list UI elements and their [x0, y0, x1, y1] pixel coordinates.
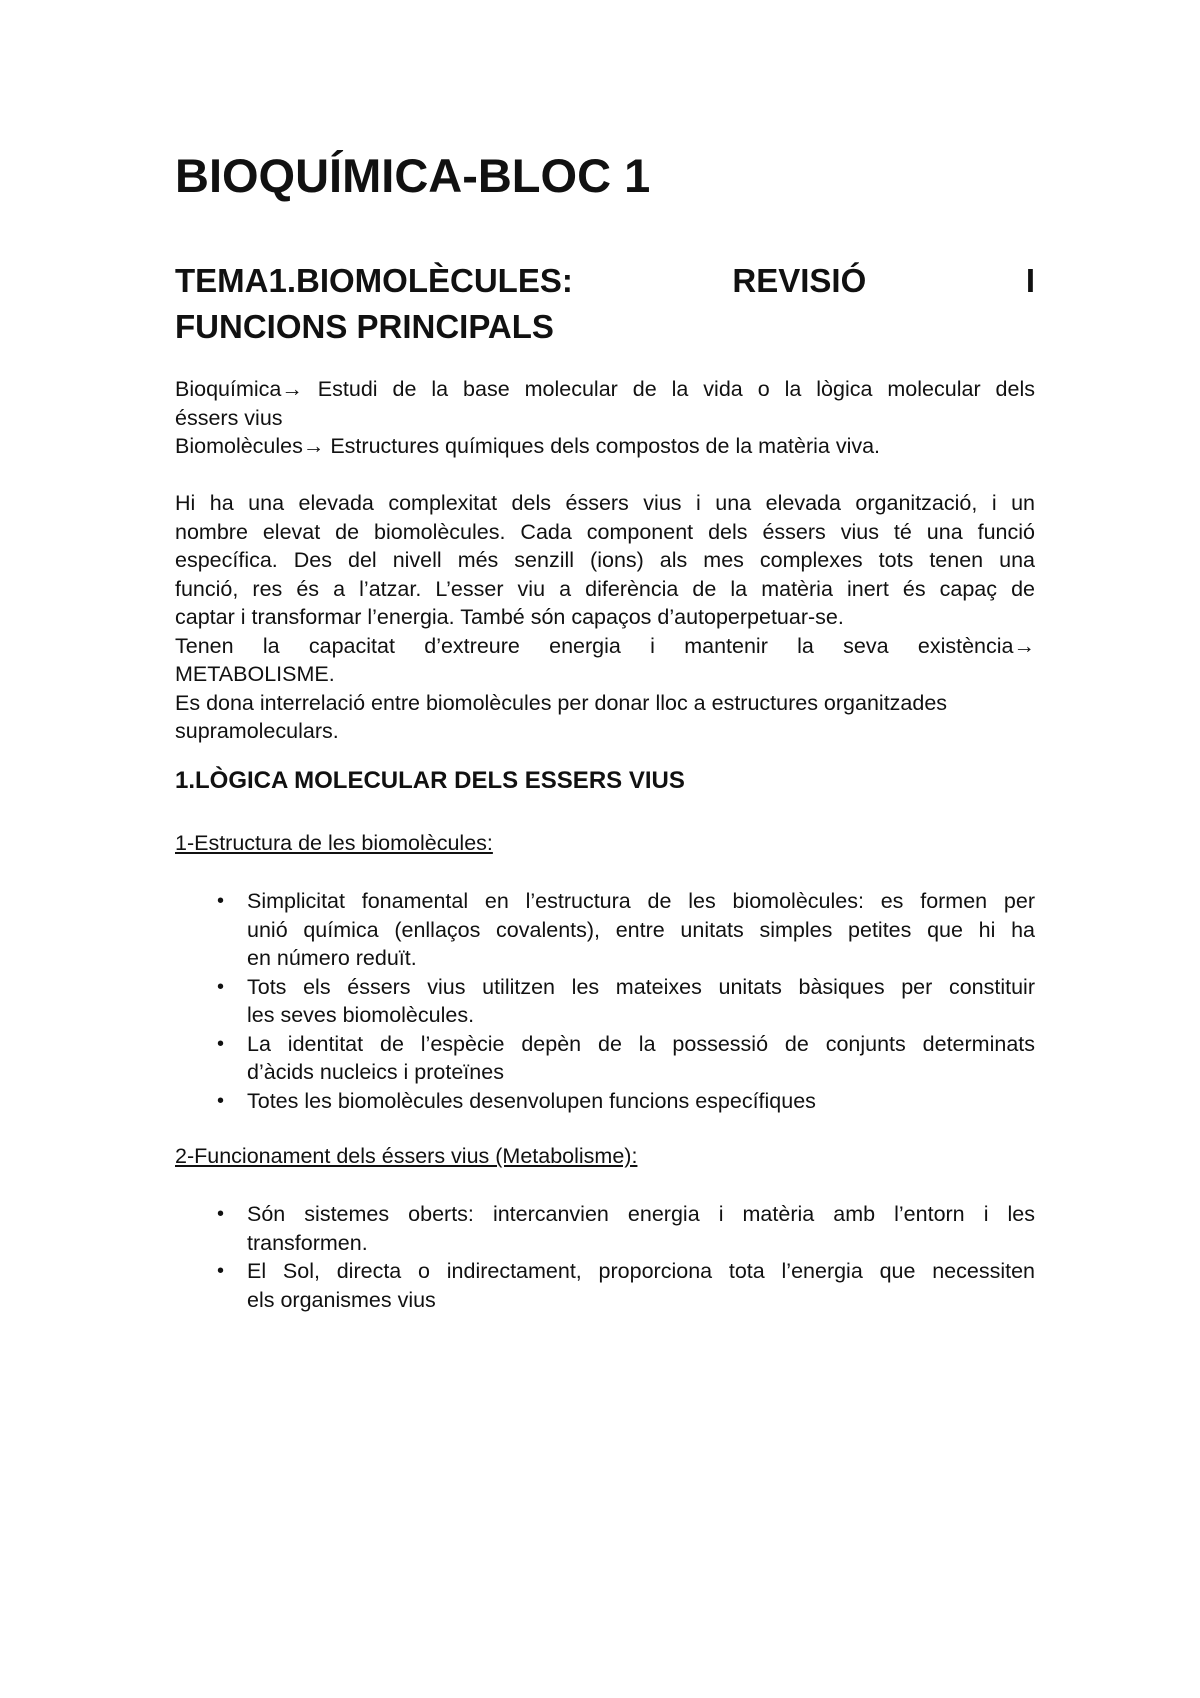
section-title: 1.LÒGICA MOLECULAR DELS ESSERS VIUS	[175, 767, 685, 794]
list-item	[175, 1257, 1035, 1314]
list-item-line: d’àcids nucleics i proteïnes	[247, 1060, 504, 1084]
paragraph-line: METABOLISME.	[175, 662, 335, 686]
list-item-line: transformen.	[247, 1230, 368, 1255]
tema-title-part-2: REVISIÓ	[732, 262, 867, 299]
list-item-line: unió química (enllaços covalents), entre unitats simples petites que hi ha	[247, 917, 1035, 942]
bullet-icon: •	[217, 1260, 225, 1282]
tema-title-line-2: FUNCIONS PRINCIPALS	[175, 308, 554, 345]
definition-line: Bioquímica→ Estudi de la base molecular de la vida o la lògica molecular dels	[175, 377, 1035, 401]
paragraph-line: Tenen la capacitat d’extreure energia i mantenir la seva existència→	[175, 633, 1035, 658]
paragraph-line: captar i transformar l’energia. També són capaços d’autoperpetuar-se.	[175, 605, 844, 629]
bullet-icon: •	[217, 890, 225, 912]
subsection-heading-structure: 1-Estructura de les biomolècules:	[175, 831, 493, 855]
bullet-icon: •	[217, 975, 225, 998]
paragraph-line: nombre elevat de biomolècules. Cada component dels éssers vius té una funció	[175, 519, 1035, 544]
paragraph-line: Es dona interrelació entre biomolècules per donar lloc a estructures organitzades	[175, 690, 948, 715]
list-item-line: les seves biomolècules.	[247, 1003, 475, 1027]
subsection-heading-metabolism: 2-Funcionament dels éssers vius (Metabolisme):	[175, 1144, 638, 1168]
tema-title-part-1: TEMA1.BIOMOLÈCULES:	[175, 262, 573, 299]
list-item-line: en número reduït.	[247, 946, 417, 970]
intro-paragraph	[175, 489, 1035, 746]
tema-title	[175, 258, 1035, 350]
list-item	[175, 1087, 1035, 1116]
metabolism-bullet-list	[175, 1200, 1035, 1314]
list-item-line: Són sistemes oberts: intercanvien energia i matèria amb l’entorn i les	[247, 1202, 1035, 1226]
paragraph-line: funció, res és a l’atzar. L’esser viu a diferència de la matèria inert és capaç de	[175, 576, 1035, 601]
paragraph-line: supramoleculars.	[175, 719, 339, 743]
paragraph-line: específica. Des del nivell més senzill (ions) als mes complexes tots tenen una	[175, 548, 1035, 572]
list-item-line: Simplicitat fonamental en l’estructura de les biomolècules: es formen per	[247, 889, 1035, 913]
definitions-block	[175, 375, 1035, 461]
structure-bullet-list	[175, 887, 1035, 1115]
definition-line: éssers vius	[175, 405, 283, 430]
tema-title-line-1	[175, 258, 1035, 304]
definition-line: Biomolècules→ Estructures químiques dels compostos de la matèria viva.	[175, 434, 881, 458]
list-item	[175, 1030, 1035, 1087]
bullet-icon: •	[217, 1032, 225, 1055]
paragraph-line: Hi ha una elevada complexitat dels éssers vius i una elevada organització, i un	[175, 491, 1035, 515]
document-title: BIOQUÍMICA-BLOC 1	[175, 149, 651, 202]
list-item-line: els organismes vius	[247, 1287, 436, 1312]
list-item	[175, 973, 1035, 1030]
list-item-line: Totes les biomolècules desenvolupen funcions específiques	[247, 1088, 816, 1113]
list-item-line: El Sol, directa o indirectament, proporciona tota l’energia que necessiten	[247, 1259, 1035, 1283]
bullet-icon: •	[217, 1089, 225, 1112]
list-item-line: Tots els éssers vius utilitzen les mateixes unitats bàsiques per constituir	[247, 974, 1035, 999]
list-item	[175, 887, 1035, 973]
list-item	[175, 1200, 1035, 1257]
list-item-line: La identitat de l’espècie depèn de la possessió de conjunts determinats	[247, 1031, 1035, 1056]
tema-title-part-3: I	[1025, 262, 1035, 299]
bullet-icon: •	[217, 1203, 225, 1225]
